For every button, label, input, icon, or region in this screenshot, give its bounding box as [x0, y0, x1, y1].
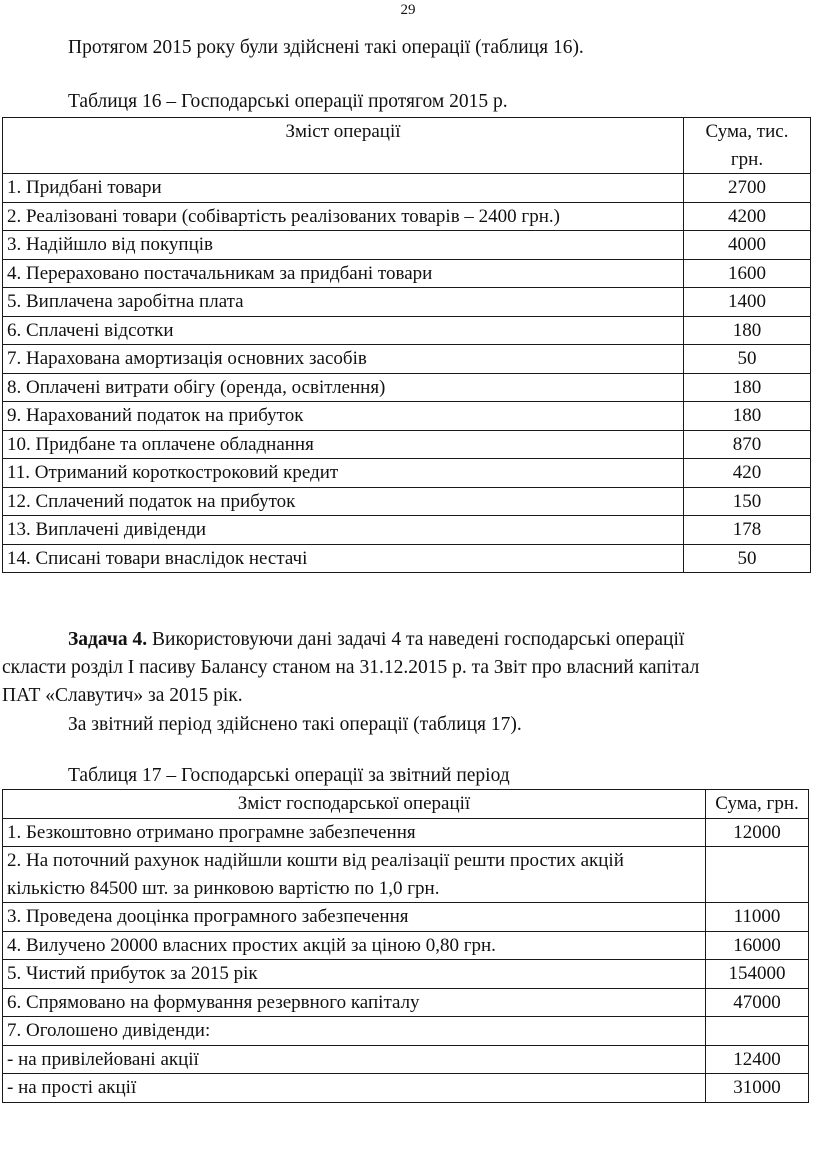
table-row	[3, 516, 811, 545]
row-amount: 50	[684, 544, 811, 573]
row-amount: 154000	[706, 960, 809, 989]
table-row	[3, 402, 811, 431]
table-row	[3, 316, 811, 345]
row-amount: 47000	[706, 988, 809, 1017]
table16	[2, 117, 811, 573]
row-amount	[706, 1017, 809, 1046]
table-row	[3, 345, 811, 374]
table-row	[3, 487, 811, 516]
header-amount: Сума, грн.	[706, 790, 809, 819]
row-amount: 180	[684, 402, 811, 431]
table-header-row	[3, 118, 811, 174]
row-amount: 150	[684, 487, 811, 516]
page-number: 29	[400, 2, 416, 18]
row-amount: 178	[684, 516, 811, 545]
header-desc: Зміст операції	[3, 118, 684, 174]
row-amount: 12000	[706, 818, 809, 847]
row-desc: 13. Виплачені дивіденди	[3, 516, 684, 545]
row-desc: 1. Безкоштовно отримано програмне забезпечення	[3, 818, 706, 847]
row-amount: 16000	[706, 931, 809, 960]
table-row	[3, 960, 809, 989]
table-row	[3, 430, 811, 459]
row-amount: 420	[684, 459, 811, 488]
row-amount: 2700	[684, 174, 811, 203]
row-desc: - на прості акції	[3, 1074, 706, 1103]
header-amount: Сума, тис. грн.	[684, 118, 811, 174]
row-desc: 3. Проведена дооцінка програмного забезпечення	[3, 903, 706, 932]
row-desc: 7. Оголошено дивіденди:	[3, 1017, 706, 1046]
row-desc: 5. Чистий прибуток за 2015 рік	[3, 960, 706, 989]
row-amount: 12400	[706, 1045, 809, 1074]
row-amount: 1600	[684, 259, 811, 288]
task4-line2: скласти розділ І пасиву Балансу станом на 31.12.2015 р. та Звіт про власний капітал	[2, 657, 700, 678]
row-desc: 2. На поточний рахунок надійшли кошти від реалізації решти простих акцій кількістю 84500 шт. за ринковою вартістю по 1,0 грн.	[3, 847, 706, 903]
table-row	[3, 259, 811, 288]
row-amount: 4000	[684, 231, 811, 260]
table17	[2, 789, 809, 1103]
table-row	[3, 1017, 809, 1046]
table-row	[3, 1074, 809, 1103]
row-amount: 31000	[706, 1074, 809, 1103]
table-row	[3, 988, 809, 1017]
row-desc: - на привілейовані акції	[3, 1045, 706, 1074]
table-row	[3, 373, 811, 402]
row-desc: 1. Придбані товари	[3, 174, 684, 203]
task4-line1	[68, 626, 816, 654]
task4-label: Задача 4.	[68, 629, 148, 650]
row-amount: 1400	[684, 288, 811, 317]
table-header-row	[3, 790, 809, 819]
table-row	[3, 288, 811, 317]
intro-paragraph: Протягом 2015 року були здійснені такі операції (таблиця 16).	[68, 37, 584, 58]
row-amount: 180	[684, 373, 811, 402]
header-desc: Зміст господарської операції	[3, 790, 706, 819]
row-desc: 11. Отриманий короткостроковий кредит	[3, 459, 684, 488]
row-desc: 9. Нарахований податок на прибуток	[3, 402, 684, 431]
table-row	[3, 1045, 809, 1074]
row-desc: 5. Виплачена заробітна плата	[3, 288, 684, 317]
table17-caption: Таблиця 17 – Господарські операції за звітний період	[68, 765, 510, 786]
table-row	[3, 174, 811, 203]
table-row	[3, 544, 811, 573]
row-desc: 8. Оплачені витрати обігу (оренда, освітлення)	[3, 373, 684, 402]
row-desc: 4. Перераховано постачальникам за придбані товари	[3, 259, 684, 288]
row-amount: 4200	[684, 202, 811, 231]
row-desc: 7. Нарахована амортизація основних засобів	[3, 345, 684, 374]
row-amount: 11000	[706, 903, 809, 932]
row-desc: 3. Надійшло від покупців	[3, 231, 684, 260]
table-row	[3, 903, 809, 932]
table-row	[3, 818, 809, 847]
row-desc: 6. Сплачені відсотки	[3, 316, 684, 345]
table-row	[3, 202, 811, 231]
task4-text-1: Використовуючи дані задачі 4 та наведені господарські операції	[152, 629, 685, 650]
row-desc: 10. Придбане та оплачене обладнання	[3, 430, 684, 459]
row-desc: 4. Вилучено 20000 власних простих акцій за ціною 0,80 грн.	[3, 931, 706, 960]
row-desc: 6. Спрямовано на формування резервного капіталу	[3, 988, 706, 1017]
row-desc: 12. Сплачений податок на прибуток	[3, 487, 684, 516]
table-row	[3, 459, 811, 488]
table16-caption: Таблиця 16 – Господарські операції протягом 2015 р.	[68, 91, 508, 112]
table-row	[3, 231, 811, 260]
row-amount	[706, 847, 809, 903]
row-amount: 180	[684, 316, 811, 345]
row-desc: 2. Реалізовані товари (собівартість реалізованих товарів – 2400 грн.)	[3, 202, 684, 231]
task4-line3: ПАТ «Славутич» за 2015 рік.	[2, 685, 243, 706]
row-desc: 14. Списані товари внаслідок нестачі	[3, 544, 684, 573]
task4-line4: За звітний період здійснено такі операції (таблиця 17).	[68, 714, 522, 735]
row-amount: 870	[684, 430, 811, 459]
row-amount: 50	[684, 345, 811, 374]
table-row	[3, 931, 809, 960]
table-row	[3, 847, 809, 903]
